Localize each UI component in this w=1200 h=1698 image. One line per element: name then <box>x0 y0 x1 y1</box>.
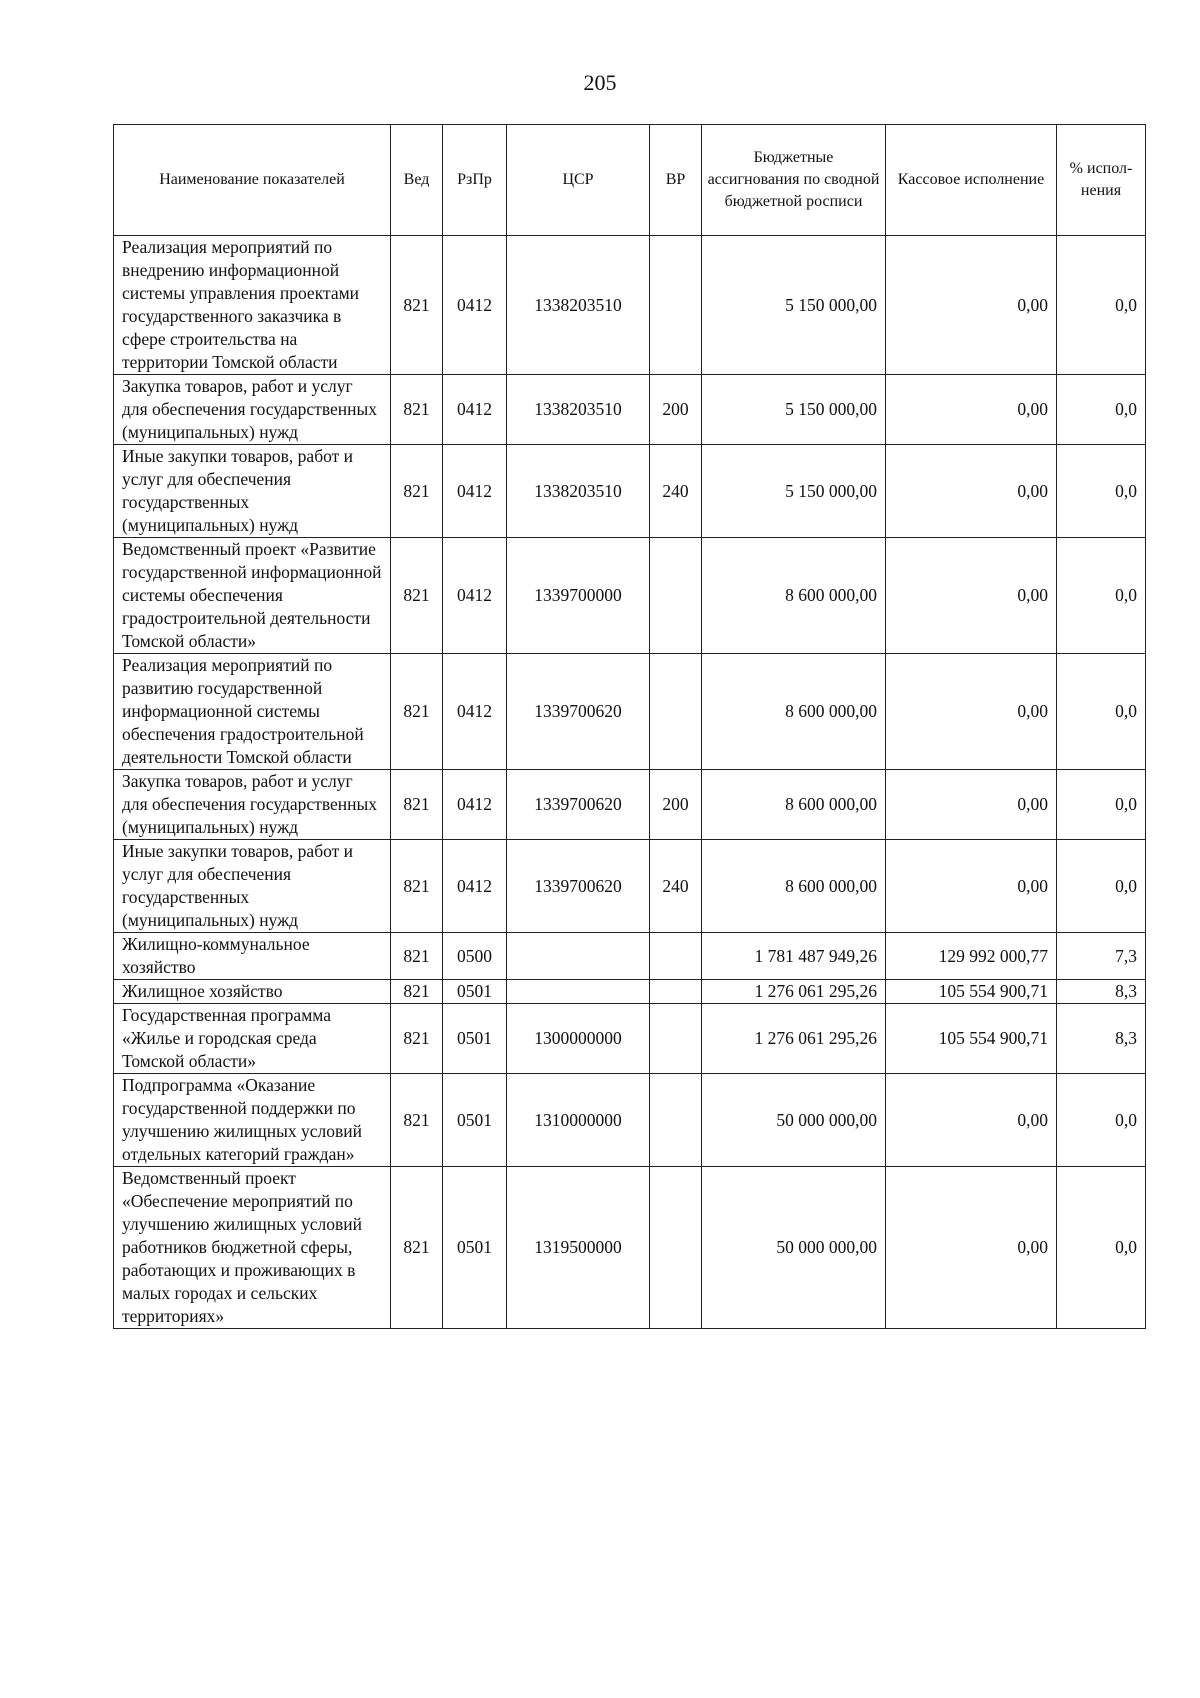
cell-vr <box>650 1004 702 1074</box>
cell-ved: 821 <box>391 770 443 840</box>
cell-allocation: 50 000 000,00 <box>702 1167 886 1329</box>
cell-percent: 0,0 <box>1057 770 1146 840</box>
cell-rzpr: 0501 <box>443 1004 507 1074</box>
header-percent: % испол- нения <box>1057 125 1146 236</box>
cell-ved: 821 <box>391 1167 443 1329</box>
cell-name: Жилищное хозяйство <box>114 980 391 1004</box>
table-row <box>114 538 1146 654</box>
cell-name: Закупка товаров, работ и услуг для обеспечения государственных (муниципальных) нужд <box>114 770 391 840</box>
header-vr: ВР <box>650 125 702 236</box>
cell-percent: 0,0 <box>1057 375 1146 445</box>
cell-csr: 1339700620 <box>507 770 650 840</box>
cell-csr: 1339700000 <box>507 538 650 654</box>
cell-name: Жилищно-коммунальное хозяйство <box>114 933 391 980</box>
cell-rzpr: 0412 <box>443 236 507 375</box>
cell-allocation: 1 781 487 949,26 <box>702 933 886 980</box>
cell-name: Иные закупки товаров, работ и услуг для обеспечения государственных (муниципальных) нужд <box>114 445 391 538</box>
cell-percent: 0,0 <box>1057 654 1146 770</box>
cell-vr <box>650 538 702 654</box>
cell-ved: 821 <box>391 538 443 654</box>
cell-allocation: 5 150 000,00 <box>702 375 886 445</box>
cell-vr <box>650 236 702 375</box>
header-execution: Кассовое исполнение <box>886 125 1057 236</box>
cell-vr <box>650 1074 702 1167</box>
cell-execution: 129 992 000,77 <box>886 933 1057 980</box>
cell-ved: 821 <box>391 236 443 375</box>
cell-rzpr: 0501 <box>443 980 507 1004</box>
cell-execution: 0,00 <box>886 236 1057 375</box>
cell-vr: 240 <box>650 840 702 933</box>
cell-rzpr: 0412 <box>443 654 507 770</box>
table-row <box>114 236 1146 375</box>
table-row <box>114 1167 1146 1329</box>
cell-csr <box>507 933 650 980</box>
table-row <box>114 445 1146 538</box>
cell-vr <box>650 654 702 770</box>
cell-csr: 1338203510 <box>507 375 650 445</box>
cell-execution: 105 554 900,71 <box>886 1004 1057 1074</box>
cell-vr <box>650 980 702 1004</box>
cell-vr <box>650 933 702 980</box>
cell-ved: 821 <box>391 445 443 538</box>
cell-allocation: 5 150 000,00 <box>702 236 886 375</box>
cell-execution: 0,00 <box>886 1074 1057 1167</box>
cell-rzpr: 0412 <box>443 770 507 840</box>
cell-execution: 0,00 <box>886 840 1057 933</box>
cell-percent: 0,0 <box>1057 236 1146 375</box>
header-name: Наименование показателей <box>114 125 391 236</box>
cell-vr: 200 <box>650 375 702 445</box>
cell-execution: 0,00 <box>886 538 1057 654</box>
cell-ved: 821 <box>391 840 443 933</box>
cell-csr: 1339700620 <box>507 654 650 770</box>
cell-allocation: 5 150 000,00 <box>702 445 886 538</box>
budget-table <box>113 124 1146 1329</box>
cell-csr: 1310000000 <box>507 1074 650 1167</box>
cell-csr: 1338203510 <box>507 236 650 375</box>
cell-allocation: 1 276 061 295,26 <box>702 1004 886 1074</box>
cell-name: Реализация мероприятий по внедрению информационной системы управления проектами государственного заказчика в сфере строительства на территории Томской области <box>114 236 391 375</box>
header-csr: ЦСР <box>507 125 650 236</box>
table-row <box>114 1074 1146 1167</box>
cell-execution: 0,00 <box>886 375 1057 445</box>
cell-csr: 1319500000 <box>507 1167 650 1329</box>
cell-execution: 0,00 <box>886 654 1057 770</box>
cell-percent: 0,0 <box>1057 840 1146 933</box>
table-row <box>114 840 1146 933</box>
cell-execution: 105 554 900,71 <box>886 980 1057 1004</box>
cell-ved: 821 <box>391 375 443 445</box>
cell-vr: 200 <box>650 770 702 840</box>
cell-allocation: 50 000 000,00 <box>702 1074 886 1167</box>
cell-percent: 0,0 <box>1057 1167 1146 1329</box>
cell-rzpr: 0501 <box>443 1074 507 1167</box>
cell-name: Реализация мероприятий по развитию государственной информационной системы обеспечения градостроительной деятельности Томской области <box>114 654 391 770</box>
cell-name: Иные закупки товаров, работ и услуг для обеспечения государственных (муниципальных) нужд <box>114 840 391 933</box>
table-row <box>114 933 1146 980</box>
cell-ved: 821 <box>391 654 443 770</box>
cell-rzpr: 0412 <box>443 538 507 654</box>
cell-csr: 1300000000 <box>507 1004 650 1074</box>
page-number: 205 <box>583 70 617 95</box>
cell-execution: 0,00 <box>886 1167 1057 1329</box>
cell-rzpr: 0412 <box>443 840 507 933</box>
header-allocation: Бюджетные ассигнования по сводной бюджетной росписи <box>702 125 886 236</box>
cell-percent: 8,3 <box>1057 1004 1146 1074</box>
table-row <box>114 770 1146 840</box>
cell-allocation: 8 600 000,00 <box>702 654 886 770</box>
cell-execution: 0,00 <box>886 770 1057 840</box>
table-header-row <box>114 125 1146 236</box>
table-row <box>114 375 1146 445</box>
cell-csr: 1338203510 <box>507 445 650 538</box>
cell-name: Закупка товаров, работ и услуг для обеспечения государственных (муниципальных) нужд <box>114 375 391 445</box>
cell-ved: 821 <box>391 933 443 980</box>
cell-vr: 240 <box>650 445 702 538</box>
cell-csr <box>507 980 650 1004</box>
cell-name: Ведомственный проект «Развитие государственной информационной системы обеспечения градостроительной деятельности Томской области» <box>114 538 391 654</box>
cell-percent: 0,0 <box>1057 1074 1146 1167</box>
cell-name: Государственная программа «Жилье и городская среда Томской области» <box>114 1004 391 1074</box>
table-row <box>114 1004 1146 1074</box>
cell-csr: 1339700620 <box>507 840 650 933</box>
cell-rzpr: 0412 <box>443 445 507 538</box>
cell-execution: 0,00 <box>886 445 1057 538</box>
cell-name: Подпрограмма «Оказание государственной поддержки по улучшению жилищных условий отдельных категорий граждан» <box>114 1074 391 1167</box>
cell-allocation: 8 600 000,00 <box>702 840 886 933</box>
cell-allocation: 8 600 000,00 <box>702 538 886 654</box>
cell-percent: 8,3 <box>1057 980 1146 1004</box>
table-row <box>114 654 1146 770</box>
cell-allocation: 1 276 061 295,26 <box>702 980 886 1004</box>
cell-rzpr: 0412 <box>443 375 507 445</box>
cell-percent: 0,0 <box>1057 538 1146 654</box>
cell-name: Ведомственный проект «Обеспечение мероприятий по улучшению жилищных условий работников бюджетной сферы, работающих и проживающих в малых городах и сельских территориях» <box>114 1167 391 1329</box>
cell-vr <box>650 1167 702 1329</box>
table-row <box>114 980 1146 1004</box>
cell-percent: 0,0 <box>1057 445 1146 538</box>
header-rzpr: РзПр <box>443 125 507 236</box>
cell-ved: 821 <box>391 1074 443 1167</box>
cell-rzpr: 0501 <box>443 1167 507 1329</box>
cell-rzpr: 0500 <box>443 933 507 980</box>
cell-allocation: 8 600 000,00 <box>702 770 886 840</box>
cell-ved: 821 <box>391 980 443 1004</box>
header-ved: Вед <box>391 125 443 236</box>
cell-percent: 7,3 <box>1057 933 1146 980</box>
cell-ved: 821 <box>391 1004 443 1074</box>
